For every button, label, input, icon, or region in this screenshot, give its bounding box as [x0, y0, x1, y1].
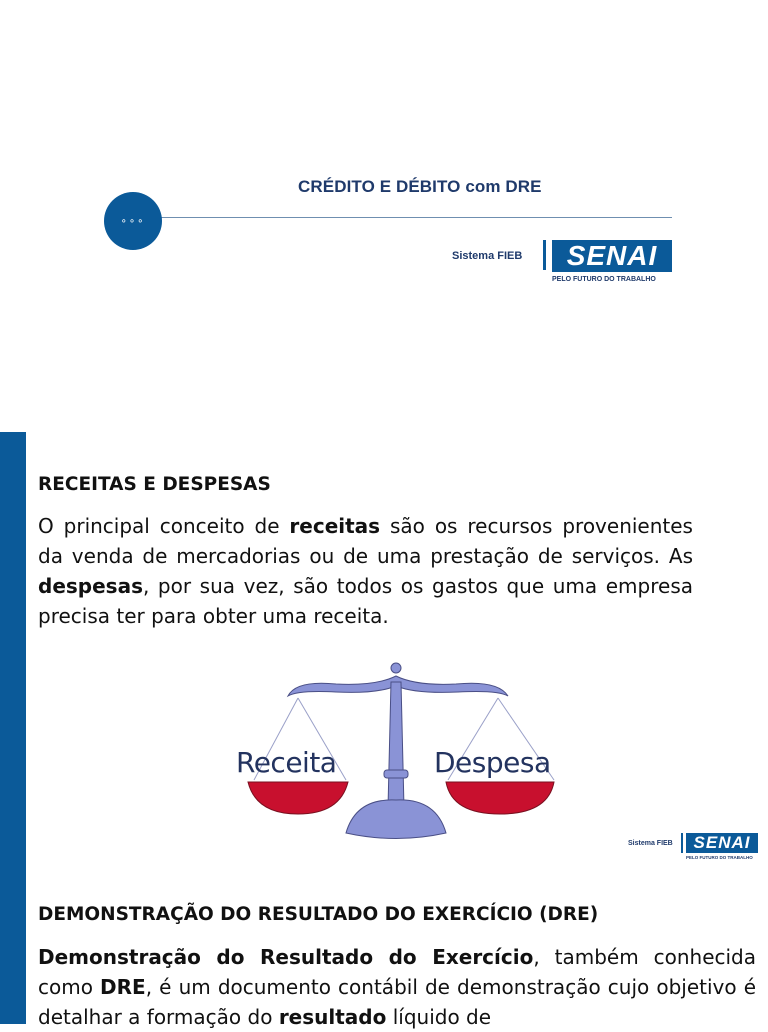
senai-wordmark: SENAI — [552, 240, 672, 272]
bold-term-dre: DRE — [100, 975, 146, 999]
bold-term-resultado: resultado — [278, 1005, 387, 1029]
sistema-fieb-label: Sistema FIEB — [452, 250, 523, 262]
text-run: , também conhecida como — [38, 945, 756, 999]
left-accent-bar — [0, 432, 26, 1024]
header-divider — [160, 217, 672, 218]
senai-tagline: PELO FUTURO DO TRABALHO — [686, 855, 753, 860]
receitas-paragraph — [38, 511, 693, 631]
text-run: são os recursos provenientes da venda de mercadorias ou de uma prestação de serviços. As — [38, 514, 693, 568]
page-title: CRÉDITO E DÉBITO com DRE — [298, 177, 542, 196]
text-run: , por sua vez, são todos os gastos que uma empresa precisa ter para obter uma receita. — [38, 574, 693, 628]
dre-paragraph — [38, 942, 756, 1032]
senai-logo-small — [628, 832, 760, 864]
receita-label: Receita — [236, 746, 337, 779]
logo-divider — [543, 240, 546, 270]
bold-term-despesas: despesas — [38, 574, 143, 598]
bold-term-dre-full: Demonstração do Resultado do Exercício — [38, 945, 534, 969]
senai-logo — [452, 238, 674, 288]
sistema-fieb-label: Sistema FIEB — [628, 840, 673, 847]
section-heading-dre: DEMONSTRAÇÃO DO RESULTADO DO EXERCÍCIO (DRE) — [38, 904, 599, 925]
logo-divider — [681, 833, 683, 853]
menu-dots-icon[interactable]: ∘∘∘ — [104, 192, 162, 250]
senai-wordmark: SENAI — [686, 833, 758, 853]
text-run: , é um documento contábil de demonstração cujo objetivo é detalhar a formação do — [38, 975, 756, 1029]
despesa-label: Despesa — [434, 746, 551, 779]
text-run: líquido de — [386, 1005, 492, 1029]
balance-scale-image — [236, 658, 560, 846]
section-heading-receitas: RECEITAS E DESPESAS — [38, 474, 271, 495]
senai-tagline: PELO FUTURO DO TRABALHO — [552, 276, 656, 283]
text-run: O principal conceito de — [38, 514, 290, 538]
bold-term-receitas: receitas — [289, 514, 381, 538]
